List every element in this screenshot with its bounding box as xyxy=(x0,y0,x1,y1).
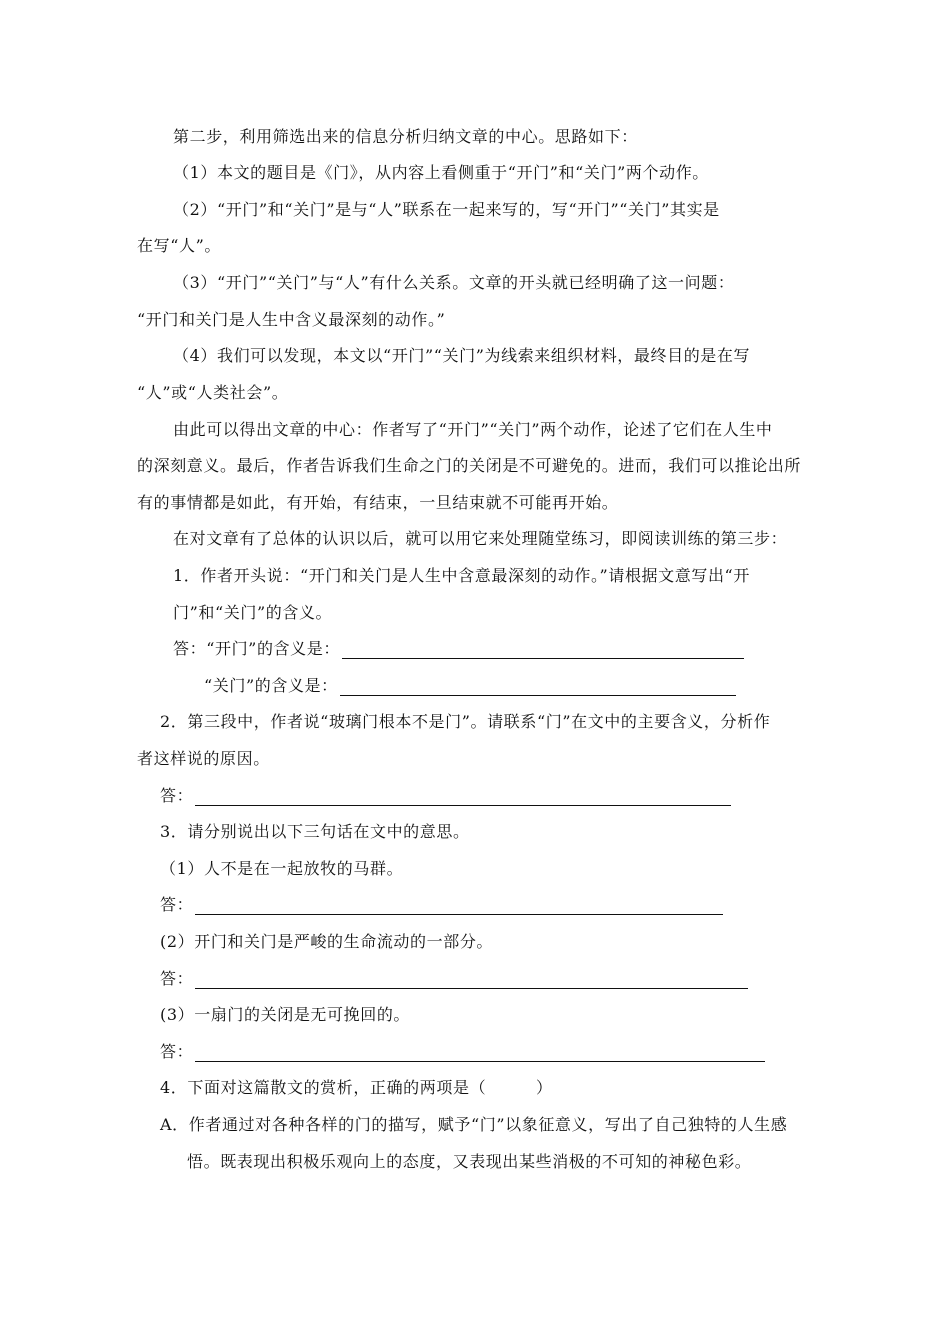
question-3-item-1: （1）人不是在一起放牧的马群。 xyxy=(160,859,404,878)
answer-blank-q2[interactable] xyxy=(195,790,731,806)
question-1: 1．作者开头说：“开门和关门是人生中含意最深刻的动作。”请根据文意写出“开 xyxy=(173,566,750,585)
answer-row-q3-2 xyxy=(160,969,748,989)
answer-row-q3-3 xyxy=(160,1042,765,1062)
answer-blank-q3-1[interactable] xyxy=(195,899,723,915)
question-4: 4．下面对这篇散文的赏析，正确的两项是（ ） xyxy=(160,1078,553,1097)
conclusion-line-1: 由此可以得出文章的中心：作者写了“开门”“关门”两个动作，论述了它们在人生中 xyxy=(173,420,773,439)
answer-label: “关门”的含义是： xyxy=(204,676,338,695)
analysis-point-1: （1）本文的题目是《门》，从内容上看侧重于“开门”和“关门”两个动作。 xyxy=(173,163,709,182)
answer-row-q2 xyxy=(160,786,731,806)
conclusion-line-2: 的深刻意义。最后，作者告诉我们生命之门的关闭是不可避免的。进而，我们可以推论出所 xyxy=(137,456,802,475)
answer-label: 答：“开门”的含义是： xyxy=(173,639,340,658)
question-3: 3．请分别说出以下三句话在文中的意思。 xyxy=(160,822,470,841)
answer-blank-q3-3[interactable] xyxy=(195,1046,765,1062)
answer-blank-q1-close[interactable] xyxy=(340,680,736,696)
analysis-point-4-cont: “人”或“人类社会”。 xyxy=(137,383,289,402)
answer-blank-q3-2[interactable] xyxy=(195,973,748,989)
analysis-point-3-cont: “开门和关门是人生中含义最深刻的动作。” xyxy=(137,310,446,329)
answer-label: 答： xyxy=(160,1042,194,1061)
question-3-item-3: (3）一扇门的关闭是无可挽回的。 xyxy=(160,1005,411,1024)
question-4-option-a-cont: 悟。既表现出积极乐观向上的态度，又表现出某些消极的不可知的神秘色彩。 xyxy=(187,1152,752,1171)
answer-label: 答： xyxy=(160,895,194,914)
answer-blank-q1-open[interactable] xyxy=(342,643,744,659)
answer-row-q1-close xyxy=(204,676,736,696)
analysis-point-2-cont: 在写“人”。 xyxy=(137,236,221,255)
question-3-item-2: (2）开门和关门是严峻的生命流动的一部分。 xyxy=(160,932,494,951)
question-1-cont: 门”和“关门”的含义。 xyxy=(173,603,333,622)
analysis-point-2: （2）“开门”和“关门”是与“人”联系在一起来写的，写“开门”“关门”其实是 xyxy=(173,200,720,219)
question-2: 2．第三段中，作者说“玻璃门根本不是门”。请联系“门”在文中的主要含义，分析作 xyxy=(160,712,771,731)
question-2-cont: 者这样说的原因。 xyxy=(137,749,270,768)
analysis-point-3: （3）“开门”“关门”与“人”有什么关系。文章的开头就已经明确了这一问题： xyxy=(173,273,735,292)
answer-label: 答： xyxy=(160,969,194,988)
step2-intro: 第二步，利用筛选出来的信息分析归纳文章的中心。思路如下： xyxy=(173,127,638,146)
analysis-point-4: （4）我们可以发现，本文以“开门”“关门”为线索来组织材料，最终目的是在写 xyxy=(173,346,751,365)
answer-row-q1-open xyxy=(173,639,744,659)
answer-label: 答： xyxy=(160,786,194,805)
answer-row-q3-1 xyxy=(160,895,723,915)
conclusion-line-3: 有的事情都是如此，有开始，有结束，一旦结束就不可能再开始。 xyxy=(137,493,619,512)
step3-intro: 在对文章有了总体的认识以后，就可以用它来处理随堂练习，即阅读训练的第三步： xyxy=(173,529,788,548)
question-4-option-a: A．作者通过对各种各样的门的描写，赋予“门”以象征意义，写出了自己独特的人生感 xyxy=(160,1115,788,1134)
